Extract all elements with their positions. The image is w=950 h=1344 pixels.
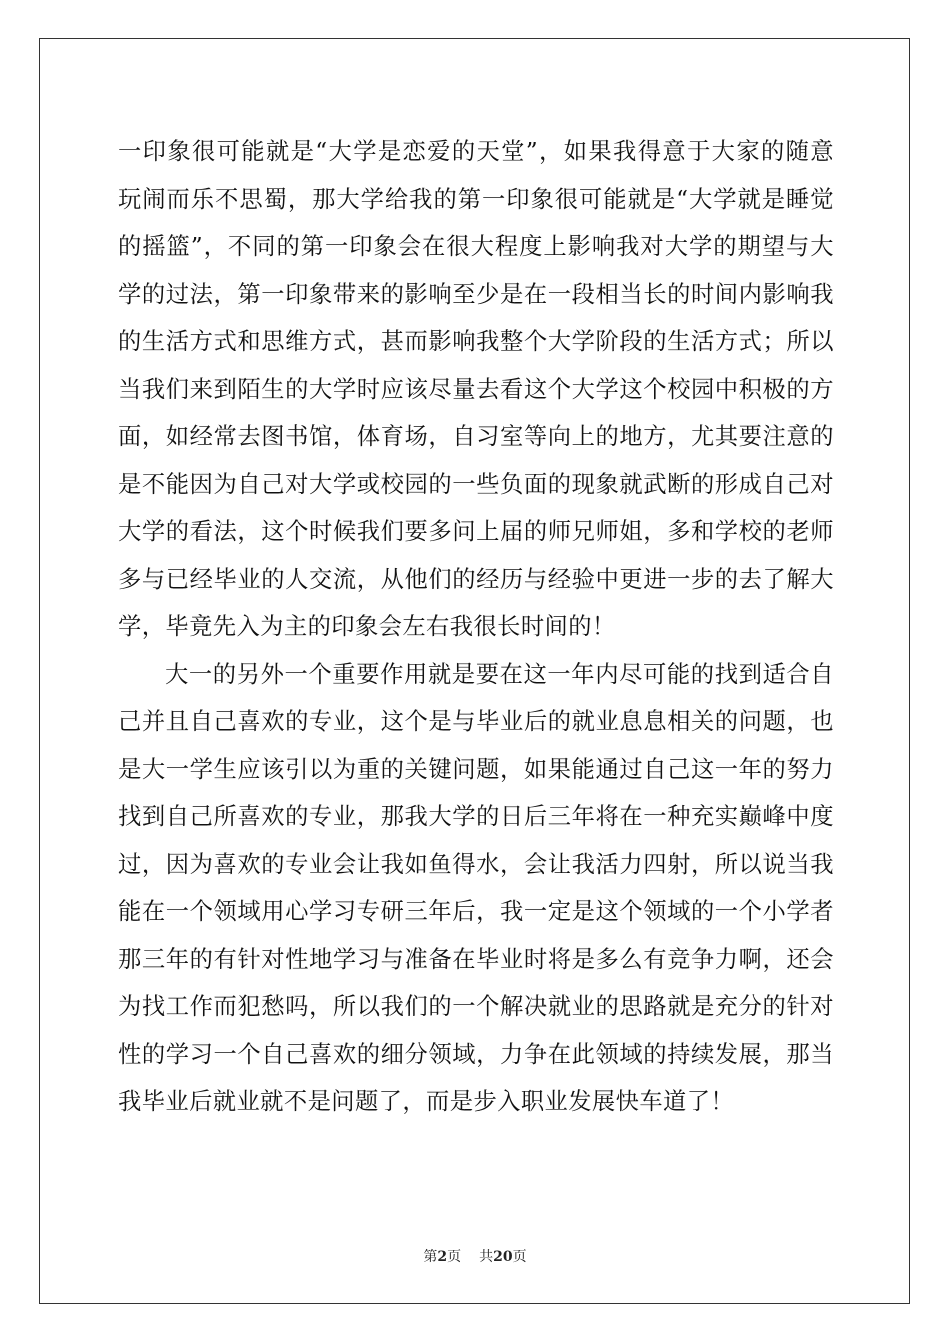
page-prefix: 第 <box>423 1249 438 1265</box>
total-suffix: 页 <box>512 1249 527 1265</box>
text-line: 能在一个领域用心学习专研三年后，我一定是这个领域的一个小学者 <box>118 898 834 925</box>
text-line: 一印象很可能就是“大学是恋爱的天堂”，如果我得意于大家的随意 <box>118 138 834 165</box>
text-line: 的摇篮”，不同的第一印象会在很大程度上影响我对大学的期望与大 <box>118 233 834 260</box>
text-line: 的生活方式和思维方式，甚而影响我整个大学阶段的生活方式；所以 <box>118 328 834 355</box>
text-line: 性的学习一个自己喜欢的细分领域，力争在此领域的持续发展，那当 <box>118 1040 834 1068</box>
text-line: 那三年的有针对性地学习与准备在毕业时将是多么有竞争力啊，还会 <box>118 945 834 973</box>
text-line: 玩闹而乐不思蜀，那大学给我的第一印象很可能就是“大学就是睡觉 <box>118 185 834 213</box>
text-line: 为找工作而犯愁吗，所以我们的一个解决就业的思路就是充分的针对 <box>118 993 834 1020</box>
text-line: 己并且自己喜欢的专业，这个是与毕业后的就业息息相关的问题，也 <box>118 708 834 735</box>
page-number: 2 <box>437 1249 448 1265</box>
text-line: 是大一学生应该引以为重的关键问题，如果能通过自己这一年的努力 <box>118 755 834 783</box>
text-line: 大学的看法，这个时候我们要多问上届的师兄师姐，多和学校的老师 <box>118 518 834 545</box>
document-body <box>118 128 834 1126</box>
text-line: 过，因为喜欢的专业会让我如鱼得水，会让我活力四射，所以说当我 <box>118 850 834 878</box>
text-line-paragraph-start: 大一的另外一个重要作用就是要在这一年内尽可能的找到适合自 <box>165 660 834 688</box>
text-line-paragraph-end: 学，毕竟先入为主的印象会左右我很长时间的！ <box>118 613 616 640</box>
text-line: 是不能因为自己对大学或校园的一些负面的现象就武断的形成自己对 <box>118 470 834 498</box>
text-line: 找到自己所喜欢的专业，那我大学的日后三年将在一种充实巅峰中度 <box>118 803 834 830</box>
text-line: 学的过法，第一印象带来的影响至少是在一段相当长的时间内影响我 <box>118 280 834 308</box>
text-line-paragraph-end: 我毕业后就业就不是问题了，而是步入职业发展快车道了！ <box>118 1088 735 1115</box>
page-suffix: 页 <box>447 1249 462 1265</box>
total-prefix: 共 <box>479 1249 494 1265</box>
total-pages: 20 <box>493 1249 513 1265</box>
text-line: 多与已经毕业的人交流，从他们的经历与经验中更进一步的去了解大 <box>118 565 834 593</box>
text-line: 面，如经常去图书馆，体育场，自习室等向上的地方，尤其要注意的 <box>118 423 834 450</box>
page-footer <box>0 1246 950 1266</box>
text-line: 当我们来到陌生的大学时应该尽量去看这个大学这个校园中积极的方 <box>118 375 834 403</box>
